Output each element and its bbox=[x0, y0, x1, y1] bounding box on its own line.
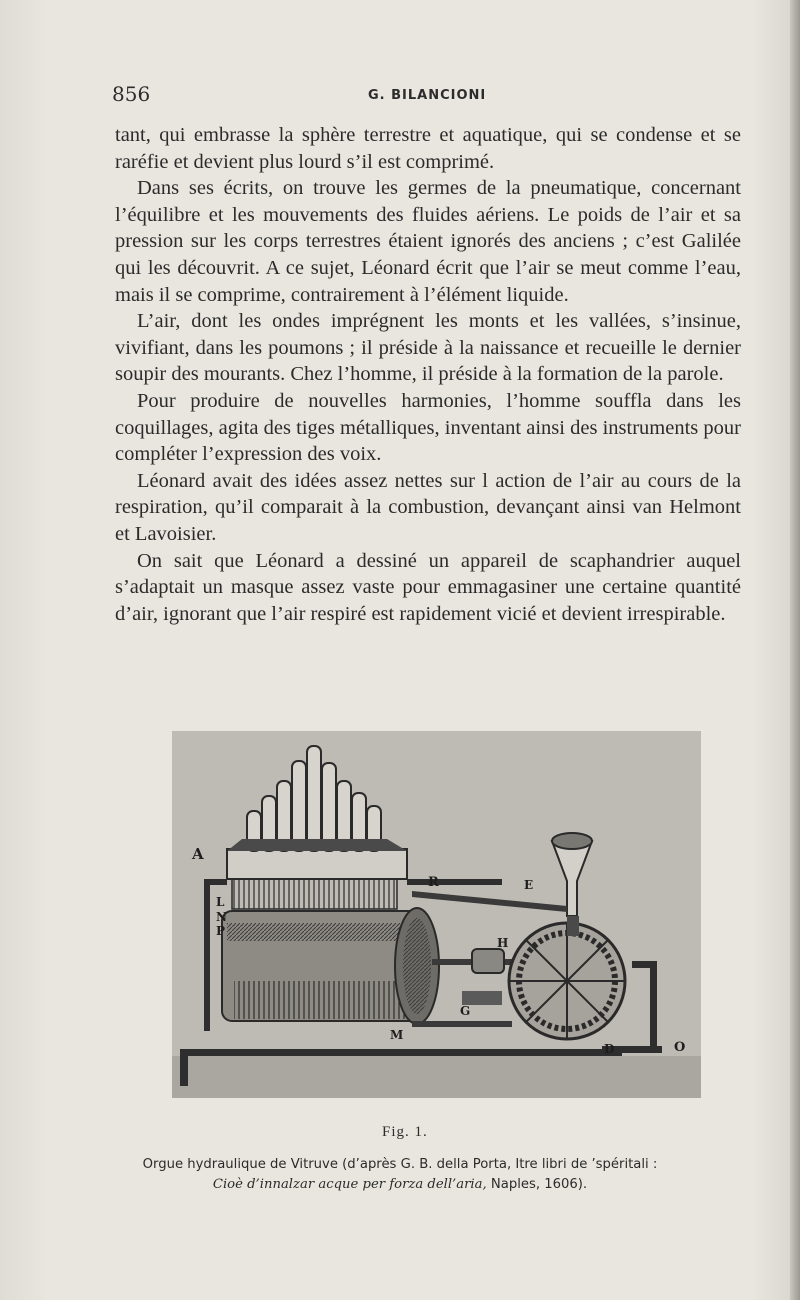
caption-title-italic: Cioè d’innalzar acque per forza dell’aria, bbox=[212, 1177, 487, 1192]
paragraph: Pour produire de nouvelles harmonies, l’homme souffla dans les coquillages, agita des tiges métalliques, inventant ainsi des instruments pour compléter l’expression des voix. bbox=[115, 389, 741, 466]
figure-label-G: G bbox=[460, 1004, 471, 1018]
figure-label-L: L bbox=[216, 895, 225, 909]
paragraph: Léonard avait des idées assez nettes sur l action de l’air au cours de la respiration, qu’il comparait à la combustion, devançant ainsi van Helmont et Lavoisier. bbox=[115, 469, 741, 545]
running-head: G. BILANCIONI bbox=[368, 88, 487, 103]
figure-label-M: M bbox=[390, 1028, 404, 1042]
page-header bbox=[112, 82, 684, 112]
caption-line-1: Orgue hydraulique de Vitruve (d’après G. B. della Porta, Itre libri de ’spéritali : bbox=[142, 1157, 658, 1172]
paragraph: tant, qui embrasse la sphère terrestre et aquatique, qui se condense et se raréfie et devient plus lourd s’il est comprimé. bbox=[115, 124, 741, 173]
paragraph: Dans ses écrits, on trouve les germes de la pneumatique, concernant l’équilibre et les mouvements des fluides aériens. Le poids de l’air et sa pression sur les corps terrestres étaient ignorés des anciens ; c’est Galilée qui les découvrit. A ce sujet, Léonard écrit que l’air se meut comme l’eau, mais il se comprime, contrairement à l’élément liquide. bbox=[115, 177, 741, 306]
page-edge-shadow bbox=[790, 0, 800, 1300]
paragraph: L’air, dont les ondes imprégnent les monts et les vallées, s’insinue, vivifiant, dans les poumons ; il préside à la naissance et recueille le dernier soupir des mourants. Chez l’homme, il préside à la formation de la parole. bbox=[115, 310, 741, 386]
paragraph: On sait que Léonard a dessiné un appareil de scaphandrier auquel s’adaptait un masque assez vaste pour emmagasiner une certaine quantité d’air, ignorant que l’air respiré est rapidement vicié et devient irrespirable. bbox=[115, 549, 741, 625]
figure-number: Fig. 1. bbox=[382, 1124, 428, 1140]
figure-label-O: O bbox=[674, 1040, 686, 1055]
figure-label-A: A bbox=[192, 845, 204, 863]
figure-label-R: R bbox=[428, 875, 439, 890]
caption-publication: Naples, 1606). bbox=[486, 1177, 588, 1192]
figure-label-P: P bbox=[216, 924, 226, 938]
page-number: 856 bbox=[112, 82, 151, 106]
figure-label-D: D bbox=[604, 1042, 615, 1056]
figure-hydraulic-organ bbox=[172, 731, 701, 1098]
body-text bbox=[115, 122, 741, 627]
caption-line-2 bbox=[100, 1175, 700, 1195]
figure-label-E: E bbox=[524, 878, 534, 892]
figure-label-N: N bbox=[216, 910, 227, 924]
figure-label-H: H bbox=[497, 936, 509, 950]
hydraulic-organ-illustration bbox=[172, 731, 701, 1098]
figure-caption bbox=[100, 1155, 700, 1195]
